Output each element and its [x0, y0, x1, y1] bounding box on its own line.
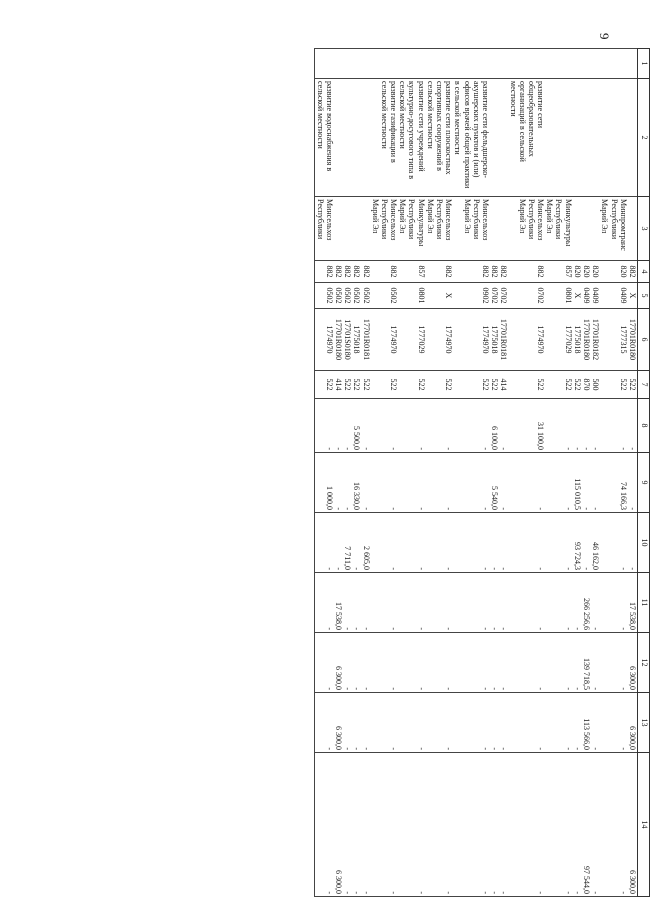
table-row — [600, 49, 628, 897]
table-cell-col-12: - — [453, 633, 490, 693]
table-cell-col-3 — [628, 197, 638, 261]
table-cell-col-4: 820 — [591, 261, 600, 283]
table-cell-col-2 — [352, 79, 361, 197]
table-cell-col-12: - — [361, 633, 370, 693]
table-cell-col-14: - — [508, 753, 545, 897]
table-cell-col-3 — [490, 197, 499, 261]
table-cell-col-5: 0409 — [600, 283, 628, 309]
column-number-9: 9 — [638, 453, 650, 513]
table-cell-col-2 — [628, 79, 638, 197]
table-cell-col-13: - — [600, 693, 628, 753]
table-cell-col-3: Минсельхоз Республики Марий Эл — [508, 197, 545, 261]
table-cell-col-14: 6 300,0 — [628, 753, 638, 897]
table-cell-col-4: 882 — [426, 261, 454, 283]
table-cell-col-11: 266 256,6 — [582, 573, 591, 633]
table-cell-col-9: 5 540,0 — [490, 453, 499, 513]
table-cell-col-13: - — [490, 693, 499, 753]
table-cell-col-12: - — [600, 633, 628, 693]
table-row — [591, 49, 600, 897]
table-cell-col-11: - — [352, 573, 361, 633]
table-cell-col-4: 882 — [334, 261, 343, 283]
header-row — [638, 49, 650, 897]
table-cell-col-3 — [334, 197, 343, 261]
table-cell-col-7: 522 — [573, 371, 582, 399]
table-cell-col-7: 414 — [334, 371, 343, 399]
table-cell-col-13: - — [371, 693, 399, 753]
table-cell-col-14: - — [573, 753, 582, 897]
table-cell-col-14: - — [371, 753, 399, 897]
table-cell-col-9: - — [334, 453, 343, 513]
table-cell-col-6: 17701R0180 — [334, 309, 343, 371]
table-row — [371, 49, 399, 897]
table-cell-col-5: X — [573, 283, 582, 309]
table-cell-col-1 — [628, 49, 638, 79]
table-cell-col-6: 17701R0180 — [628, 309, 638, 371]
table-cell-col-3: Минкультуры Республики Марий Эл — [545, 197, 573, 261]
table-cell-col-10: - — [315, 513, 334, 573]
table-cell-col-13: 113 566,0 — [582, 693, 591, 753]
table-cell-col-7: 522 — [600, 371, 628, 399]
table-row — [628, 49, 638, 897]
table-cell-col-7: 522 — [453, 371, 490, 399]
table-cell-col-2 — [573, 79, 582, 197]
column-number-8: 8 — [638, 399, 650, 453]
table-cell-col-3 — [499, 197, 508, 261]
table-cell-col-11: - — [600, 573, 628, 633]
table-cell-col-10: - — [600, 513, 628, 573]
table-cell-col-10: 93 724,3 — [573, 513, 582, 573]
table-cell-col-4: 882 — [343, 261, 352, 283]
rotated-table-sheet — [110, 48, 650, 896]
table-cell-col-12: - — [426, 633, 454, 693]
table-cell-col-14: - — [499, 753, 508, 897]
table-cell-col-10: - — [628, 513, 638, 573]
table-cell-col-2: развитие сети учреждений культурно-досугового типа в сельской местности — [398, 79, 426, 197]
table-row — [490, 49, 499, 897]
table-cell-col-2 — [499, 79, 508, 197]
table-cell-col-9: - — [371, 453, 399, 513]
table-cell-col-4: 882 — [361, 261, 370, 283]
table-cell-col-3: Минсельхоз Республики Марий Эл — [371, 197, 399, 261]
table-cell-col-5: 0502 — [315, 283, 334, 309]
table-cell-col-3 — [591, 197, 600, 261]
table-cell-col-9: 1 000,0 — [315, 453, 334, 513]
table-cell-col-10: - — [398, 513, 426, 573]
table-cell-col-13: - — [591, 693, 600, 753]
table-cell-col-5: 0409 — [582, 283, 591, 309]
table-cell-col-7: 414 — [499, 371, 508, 399]
table-cell-col-8: 31 100,0 — [508, 399, 545, 453]
column-number-6: 6 — [638, 309, 650, 371]
table-cell-col-14: - — [600, 753, 628, 897]
table-cell-col-5: 0801 — [398, 283, 426, 309]
table-cell-col-11: - — [545, 573, 573, 633]
column-number-2: 2 — [638, 79, 650, 197]
table-cell-col-11: - — [398, 573, 426, 633]
table-cell-col-2 — [361, 79, 370, 197]
table-cell-col-13: - — [315, 693, 334, 753]
table-row — [343, 49, 352, 897]
table-cell-col-4: 820 — [600, 261, 628, 283]
table-cell-col-11: - — [315, 573, 334, 633]
table-cell-col-7: 522 — [371, 371, 399, 399]
table-cell-col-6: 1774970 — [371, 309, 399, 371]
table-cell-col-9: - — [582, 453, 591, 513]
table-cell-col-10: 2 605,0 — [361, 513, 370, 573]
table-cell-col-6: 1774970 — [508, 309, 545, 371]
column-number-3: 3 — [638, 197, 650, 261]
table-cell-col-3 — [573, 197, 582, 261]
table-cell-col-4: 882 — [453, 261, 490, 283]
table-cell-col-9: - — [499, 453, 508, 513]
table-cell-col-13: - — [508, 693, 545, 753]
table-cell-col-6: 1777029 — [398, 309, 426, 371]
budget-table — [314, 48, 650, 897]
column-number-4: 4 — [638, 261, 650, 283]
table-cell-col-14: - — [490, 753, 499, 897]
table-cell-col-14: - — [426, 753, 454, 897]
table-cell-col-12: - — [490, 633, 499, 693]
table-cell-col-7: 522 — [398, 371, 426, 399]
table-cell-col-6: 1774970 — [315, 309, 334, 371]
table-cell-col-6: 17701R0180 — [582, 309, 591, 371]
table-cell-col-13: - — [545, 693, 573, 753]
table-cell-col-2: развитие сети общеобразовательных организаций в сельской местности — [508, 79, 545, 197]
table-cell-col-13: - — [398, 693, 426, 753]
table-cell-col-13: - — [499, 693, 508, 753]
table-cell-col-1 — [398, 49, 426, 79]
table-cell-col-5: X — [628, 283, 638, 309]
table-cell-col-2: развитие газификации в сельской местности — [371, 79, 399, 197]
table-cell-col-12: - — [371, 633, 399, 693]
table-cell-col-1 — [591, 49, 600, 79]
table-cell-col-5: 0409 — [591, 283, 600, 309]
table-cell-col-14: - — [591, 753, 600, 897]
table-cell-col-5: 0502 — [371, 283, 399, 309]
table-cell-col-12: 6 300,0 — [628, 633, 638, 693]
table-cell-col-1 — [573, 49, 582, 79]
table-cell-col-2: развитие сети фельдшерско-акушерских пунктов и (или) офисов врачей общей практики в сельской местности — [453, 79, 490, 197]
table-cell-col-10: - — [453, 513, 490, 573]
table-cell-col-12: - — [398, 633, 426, 693]
table-cell-col-10: - — [545, 513, 573, 573]
table-cell-col-3: Минсельхоз Республики Марий Эл — [453, 197, 490, 261]
table-cell-col-5: 0702 — [499, 283, 508, 309]
table-cell-col-1 — [453, 49, 490, 79]
table-cell-col-13: - — [361, 693, 370, 753]
table-cell-col-12: - — [573, 633, 582, 693]
table-cell-col-3 — [361, 197, 370, 261]
table-row — [352, 49, 361, 897]
table-cell-col-2 — [591, 79, 600, 197]
table-cell-col-8: 5 500,0 — [352, 399, 361, 453]
table-cell-col-8: - — [453, 399, 490, 453]
table-cell-col-1 — [582, 49, 591, 79]
table-cell-col-11: - — [426, 573, 454, 633]
table-cell-col-7: 522 — [361, 371, 370, 399]
table-cell-col-5: 0502 — [352, 283, 361, 309]
table-cell-col-8: - — [426, 399, 454, 453]
table-cell-col-10: - — [490, 513, 499, 573]
table-cell-col-12: - — [499, 633, 508, 693]
table-cell-col-1 — [361, 49, 370, 79]
table-cell-col-11: - — [490, 573, 499, 633]
table-cell-col-7: 522 — [628, 371, 638, 399]
table-body — [315, 49, 638, 897]
table-cell-col-13: 6 300,0 — [628, 693, 638, 753]
table-cell-col-9: - — [628, 453, 638, 513]
table-cell-col-6: 17701S0180 — [343, 309, 352, 371]
table-cell-col-2 — [334, 79, 343, 197]
column-number-5: 5 — [638, 283, 650, 309]
table-cell-col-6: 1774970 — [453, 309, 490, 371]
table-cell-col-12: - — [315, 633, 334, 693]
table-cell-col-4: 857 — [545, 261, 573, 283]
table-cell-col-14: - — [361, 753, 370, 897]
table-cell-col-8: - — [398, 399, 426, 453]
table-cell-col-7: 522 — [315, 371, 334, 399]
table-cell-col-10: - — [334, 513, 343, 573]
table-cell-col-8: - — [628, 399, 638, 453]
table-cell-col-4: 820 — [573, 261, 582, 283]
table-cell-col-9: 74 166,3 — [600, 453, 628, 513]
table-cell-col-6: 1775018 — [352, 309, 361, 371]
table-cell-col-9: - — [398, 453, 426, 513]
table-row — [426, 49, 454, 897]
table-cell-col-4: 882 — [499, 261, 508, 283]
table-cell-col-13: - — [453, 693, 490, 753]
table-cell-col-8: - — [371, 399, 399, 453]
table-row — [582, 49, 591, 897]
table-cell-col-7: 500 — [591, 371, 600, 399]
column-number-13: 13 — [638, 693, 650, 753]
table-cell-col-7: 522 — [352, 371, 361, 399]
table-cell-col-7: 522 — [426, 371, 454, 399]
table-cell-col-3: Минкультуры Республики Марий Эл — [398, 197, 426, 261]
table-cell-col-11: - — [343, 573, 352, 633]
table-cell-col-9: - — [361, 453, 370, 513]
table-cell-col-14: - — [343, 753, 352, 897]
table-cell-col-13: - — [343, 693, 352, 753]
table-row — [398, 49, 426, 897]
table-cell-col-10: 46 162,0 — [591, 513, 600, 573]
table-cell-col-8: - — [315, 399, 334, 453]
table-row — [361, 49, 370, 897]
table-row — [508, 49, 545, 897]
table-row — [573, 49, 582, 897]
table-cell-col-11: - — [508, 573, 545, 633]
table-cell-col-12: - — [591, 633, 600, 693]
table-cell-col-8: - — [573, 399, 582, 453]
table-cell-col-1 — [545, 49, 573, 79]
table-row — [334, 49, 343, 897]
table-cell-col-8: - — [582, 399, 591, 453]
table-cell-col-10: - — [352, 513, 361, 573]
table-cell-col-14: 6 300,0 — [334, 753, 343, 897]
table-cell-col-3: Минпромтранс Республики Марий Эл — [600, 197, 628, 261]
table-cell-col-4: 882 — [628, 261, 638, 283]
table-cell-col-1 — [490, 49, 499, 79]
table-cell-col-2 — [343, 79, 352, 197]
table-cell-col-12: - — [343, 633, 352, 693]
table-cell-col-7: 522 — [508, 371, 545, 399]
table-cell-col-4: 882 — [490, 261, 499, 283]
table-cell-col-10: - — [508, 513, 545, 573]
table-row — [545, 49, 573, 897]
table-cell-col-4: 857 — [398, 261, 426, 283]
table-cell-col-11: - — [371, 573, 399, 633]
table-cell-col-14: - — [315, 753, 334, 897]
table-cell-col-7: 522 — [490, 371, 499, 399]
table-cell-col-6: 1775018 — [573, 309, 582, 371]
table-cell-col-11: 17 538,0 — [628, 573, 638, 633]
table-cell-col-10: - — [499, 513, 508, 573]
table-cell-col-3 — [582, 197, 591, 261]
table-cell-col-7: 522 — [343, 371, 352, 399]
table-cell-col-5: 0902 — [453, 283, 490, 309]
table-cell-col-8: - — [334, 399, 343, 453]
table-cell-col-1 — [371, 49, 399, 79]
table-cell-col-13: 6 300,0 — [334, 693, 343, 753]
table-cell-col-13: - — [352, 693, 361, 753]
table-cell-col-6: 1777029 — [545, 309, 573, 371]
table-cell-col-4: 882 — [508, 261, 545, 283]
table-cell-col-11: - — [361, 573, 370, 633]
column-number-11: 11 — [638, 573, 650, 633]
table-cell-col-2 — [545, 79, 573, 197]
table-cell-col-5: 0702 — [490, 283, 499, 309]
table-cell-col-1 — [352, 49, 361, 79]
table-cell-col-3: Минсельхоз Республики Марий Эл — [426, 197, 454, 261]
table-cell-col-5: 0801 — [545, 283, 573, 309]
table-cell-col-12: - — [545, 633, 573, 693]
table-cell-col-8: 6 100,0 — [490, 399, 499, 453]
table-cell-col-1 — [499, 49, 508, 79]
table-cell-col-5: 0502 — [343, 283, 352, 309]
table-row — [315, 49, 334, 897]
table-cell-col-5: 0502 — [361, 283, 370, 309]
table-cell-col-13: - — [426, 693, 454, 753]
table-cell-col-10: - — [582, 513, 591, 573]
table-cell-col-9: - — [591, 453, 600, 513]
table-cell-col-2: развитие сети плоскостных спортивных сооружений в сельской местности — [426, 79, 454, 197]
table-cell-col-1 — [508, 49, 545, 79]
table-cell-col-8: - — [343, 399, 352, 453]
table-cell-col-2 — [582, 79, 591, 197]
table-cell-col-10: - — [371, 513, 399, 573]
table-cell-col-2 — [600, 79, 628, 197]
table-cell-col-6: 1775018 — [490, 309, 499, 371]
table-cell-col-4: 820 — [582, 261, 591, 283]
table-cell-col-4: 882 — [371, 261, 399, 283]
table-cell-col-7: 870 — [582, 371, 591, 399]
table-cell-col-11: 17 538,0 — [334, 573, 343, 633]
table-cell-col-14: - — [453, 753, 490, 897]
table-cell-col-1 — [343, 49, 352, 79]
table-cell-col-9: - — [545, 453, 573, 513]
table-cell-col-8: - — [591, 399, 600, 453]
table-cell-col-6: 17701R0181 — [361, 309, 370, 371]
table-cell-col-12: - — [352, 633, 361, 693]
table-row — [453, 49, 490, 897]
table-cell-col-1 — [426, 49, 454, 79]
table-cell-col-5: 0702 — [508, 283, 545, 309]
table-cell-col-4: 882 — [315, 261, 334, 283]
table-cell-col-9: - — [453, 453, 490, 513]
table-cell-col-9: 16 330,0 — [352, 453, 361, 513]
table-cell-col-14: - — [398, 753, 426, 897]
table-cell-col-6: 1777315 — [600, 309, 628, 371]
column-number-12: 12 — [638, 633, 650, 693]
column-number-1: 1 — [638, 49, 650, 79]
table-cell-col-6: 1774970 — [426, 309, 454, 371]
column-number-7: 7 — [638, 371, 650, 399]
table-cell-col-11: - — [591, 573, 600, 633]
page-number: 9 — [597, 33, 612, 40]
table-cell-col-7: 522 — [545, 371, 573, 399]
table-cell-col-9: - — [508, 453, 545, 513]
table-cell-col-11: - — [499, 573, 508, 633]
table-cell-col-14: 97 544,0 — [582, 753, 591, 897]
table-cell-col-6: 17701R0182 — [591, 309, 600, 371]
table-cell-col-14: - — [352, 753, 361, 897]
table-cell-col-3: Минсельхоз Республики — [315, 197, 334, 261]
table-cell-col-13: - — [573, 693, 582, 753]
table-cell-col-2 — [490, 79, 499, 197]
table-cell-col-3 — [343, 197, 352, 261]
table-cell-col-9: 115 010,5 — [573, 453, 582, 513]
table-cell-col-8: - — [361, 399, 370, 453]
table-cell-col-8: - — [600, 399, 628, 453]
table-cell-col-5: X — [426, 283, 454, 309]
table-cell-col-14: - — [545, 753, 573, 897]
table-cell-col-12: 6 300,0 — [334, 633, 343, 693]
table-cell-col-5: 0502 — [334, 283, 343, 309]
table-cell-col-12: 139 718,5 — [582, 633, 591, 693]
table-cell-col-12: - — [508, 633, 545, 693]
table-cell-col-4: 882 — [352, 261, 361, 283]
table-cell-col-11: - — [573, 573, 582, 633]
table-cell-col-10: 7 711,0 — [343, 513, 352, 573]
table-cell-col-8: - — [545, 399, 573, 453]
table-cell-col-9: - — [343, 453, 352, 513]
table-cell-col-9: - — [426, 453, 454, 513]
table-cell-col-1 — [600, 49, 628, 79]
table-cell-col-11: - — [453, 573, 490, 633]
table-cell-col-10: - — [426, 513, 454, 573]
table-cell-col-1 — [315, 49, 334, 79]
table-cell-col-2: развитие водоснабжения в сельской местности — [315, 79, 334, 197]
column-number-14: 14 — [638, 753, 650, 897]
table-cell-col-8: - — [499, 399, 508, 453]
table-cell-col-6: 17701R0181 — [499, 309, 508, 371]
column-number-10: 10 — [638, 513, 650, 573]
table-cell-col-1 — [334, 49, 343, 79]
table-row — [499, 49, 508, 897]
table-cell-col-3 — [352, 197, 361, 261]
